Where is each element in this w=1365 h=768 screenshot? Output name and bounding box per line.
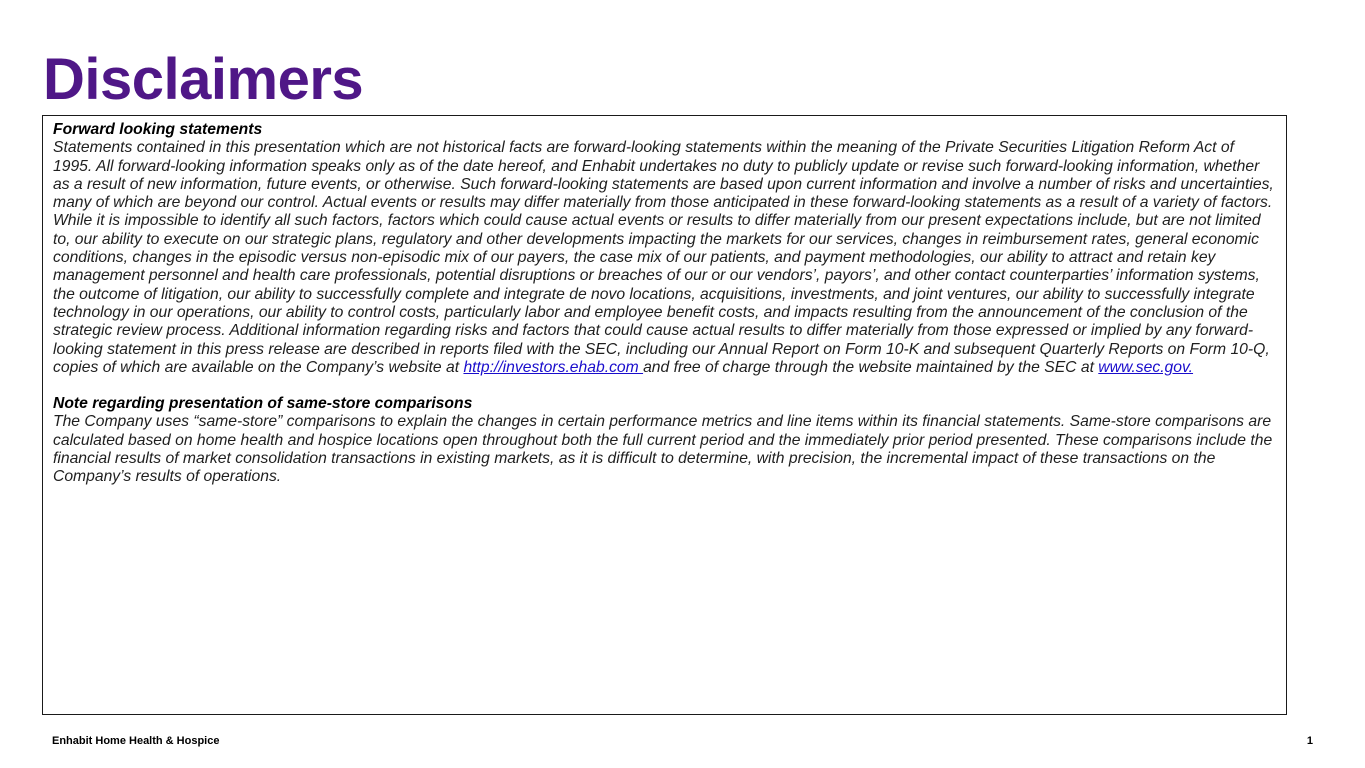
forward-looking-section [53, 121, 1276, 377]
page-title: Disclaimers [43, 47, 364, 112]
forward-looking-body [53, 139, 1276, 377]
forward-looking-text-1: Statements contained in this presentation which are not historical facts are forward-looking statements within the meaning of the Private Securities Litigation Reform Act of 1995. All forward-looking information speaks only as of the date hereof, and Enhabit undertakes no duty to publicly update or revise such forward-looking information, whether as a result of new information, future events, or otherwise. Such forward-looking statements are based upon current information and involve a number of risks and uncertainties, many of which are beyond our control. Actual events or results may differ materially from those anticipated in these forward-looking statements as a result of a variety of factors. While it is impossible to identify all such factors, factors which could cause actual events or results to differ materially from our present expectations include, but are not limited to, our ability to execute on our strategic plans, regulatory and other developments impacting the markets for our services, changes in reimbursement rates, general economic conditions, changes in the episodic versus non-episodic mix of our payers, the case mix of our patients, and payment methodologies, our ability to attract and retain key management personnel and health care professionals, potential disruptions or breaches of our or our vendors’, payors’, and other contact counterparties’ information systems, the outcome of litigation, our ability to successfully complete and integrate de novo locations, acquisitions, investments, and joint ventures, our ability to successfully integrate technology in our operations, our ability to control costs, particularly labor and employee benefit costs, and impacts resulting from the announcement of the conclusion of the strategic review process. Additional information regarding risks and factors that could cause actual results to differ materially from those expressed or implied by any forward-looking statement in this press release are described in reports filed with the SEC, including our Annual Report on Form 10-K and subsequent Quarterly Reports on Form 10-Q, copies of which are available on the Company’s website at [53, 139, 1274, 376]
footer-company-name: Enhabit Home Health & Hospice [52, 735, 220, 747]
footer-page-number: 1 [1306, 735, 1313, 747]
same-store-heading: Note regarding presentation of same-store comparisons [53, 395, 473, 413]
forward-looking-text-2: and free of charge through the website maintained by the SEC at [643, 358, 1099, 376]
investors-website-link[interactable]: http://investors.ehab.com [463, 358, 644, 376]
same-store-section [53, 395, 1276, 486]
sec-website-link[interactable]: www.sec.gov. [1098, 358, 1194, 376]
same-store-body: The Company uses “same-store” comparisons to explain the changes in certain performance metrics and line items within its financial statements. Same-store comparisons are calculated based on home health and hospice locations open throughout both the full current period and the immediately prior period presented. These comparisons include the financial results of market consolidation transactions in existing markets, as it is difficult to determine, with precision, the incremental impact of these transactions on the Company’s results of operations. [53, 413, 1273, 486]
forward-looking-heading: Forward looking statements [53, 121, 263, 138]
disclaimer-box [42, 115, 1287, 715]
